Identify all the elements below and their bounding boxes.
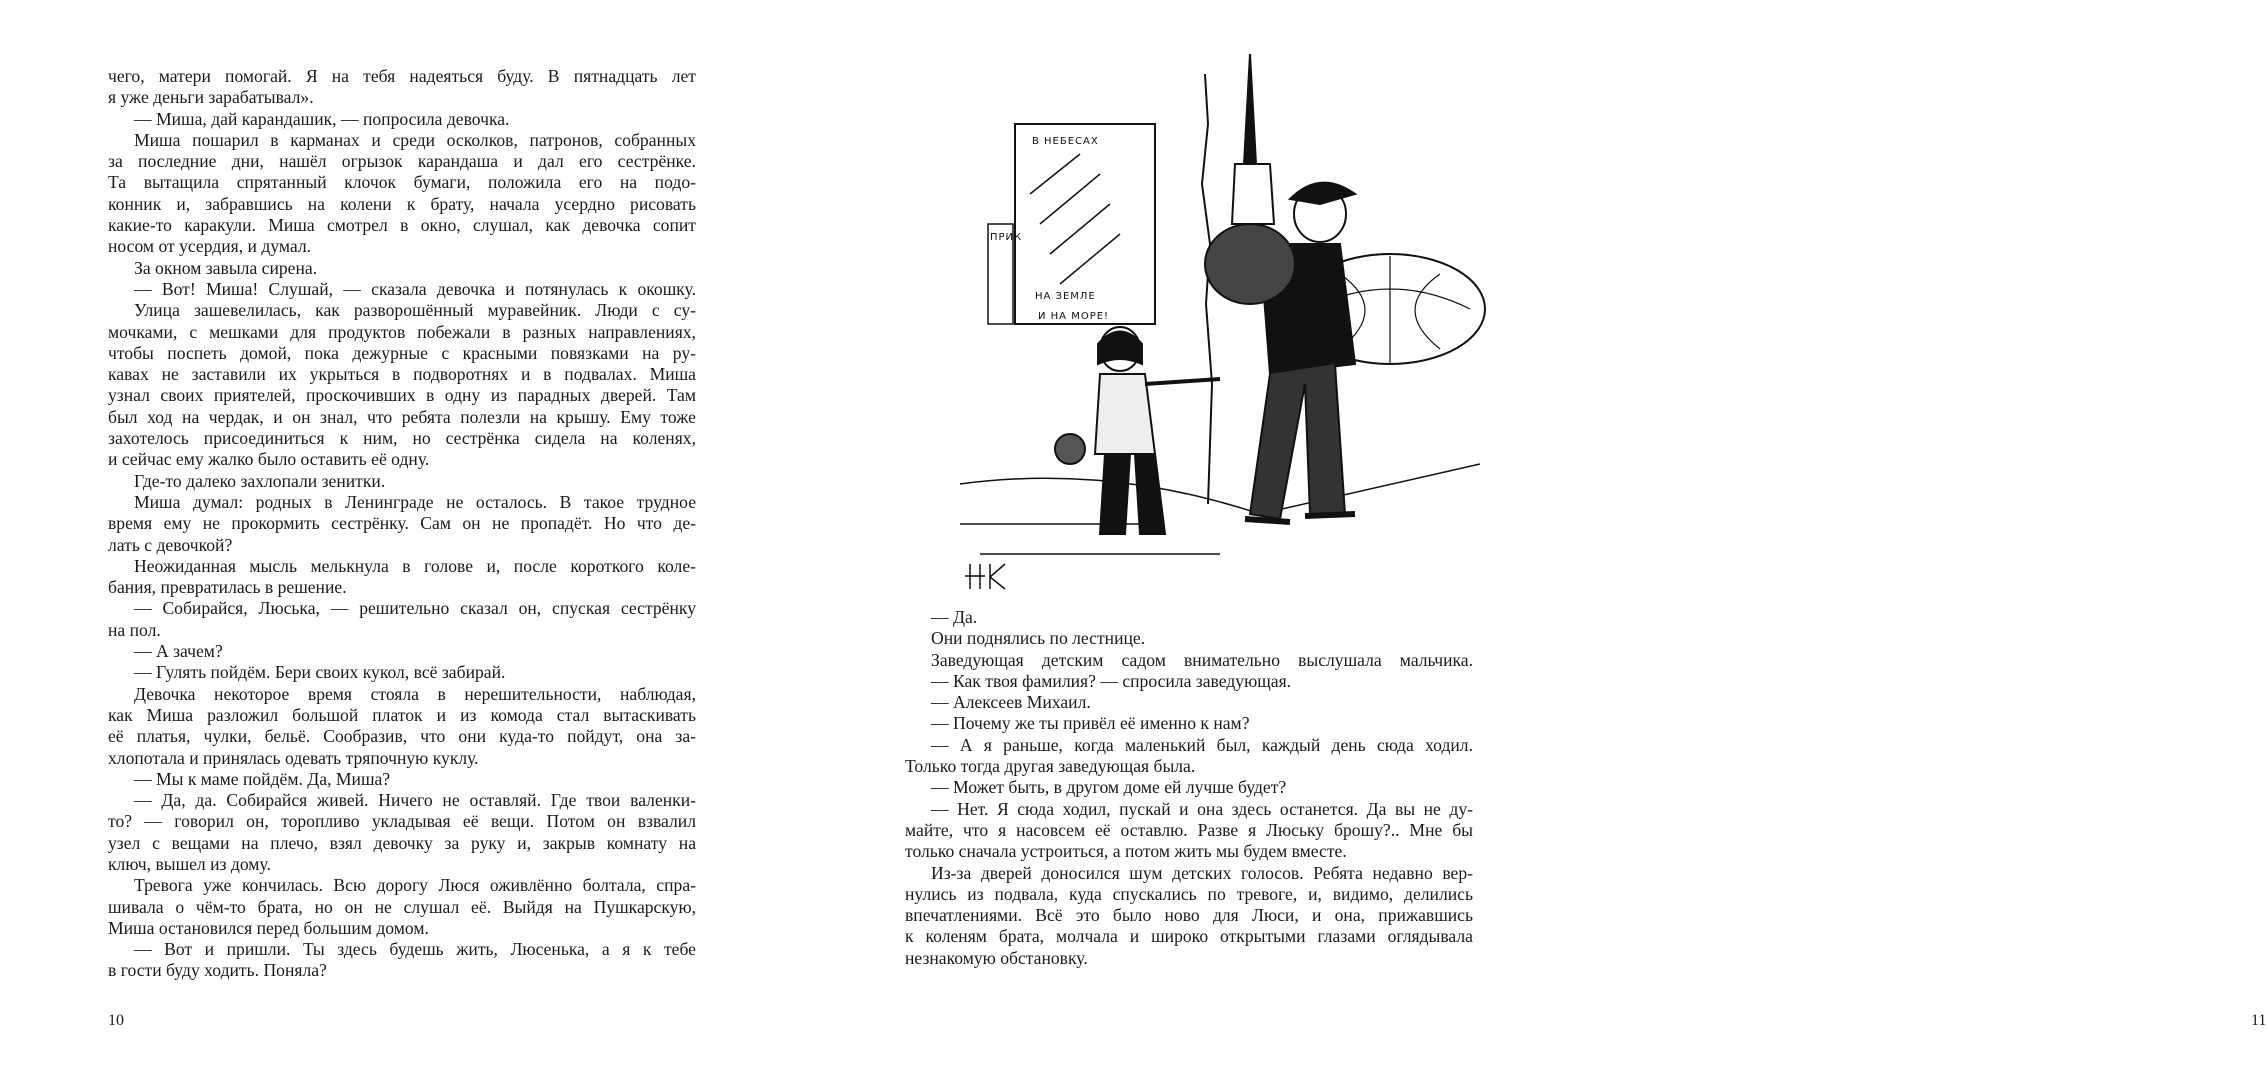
page-number-left: 10 xyxy=(108,1012,124,1029)
text-line: — Вот! Миша! Слушай, — сказала девочка и потянулась к окошку. xyxy=(134,278,696,299)
text-line: за последние дни, нашёл огрызок карандаша и дал его сестрёнке. xyxy=(108,151,696,172)
text-line: Где-то далеко захлопали зенитки. xyxy=(134,470,386,491)
text-line: — Гулять пойдём. Бери своих кукол, всё забирай. xyxy=(134,662,506,683)
text-line: — Собирайся, Люська, — решительно сказал он, спуская сестрёнку xyxy=(134,598,696,619)
text-line: Только тогда другая заведующая была. xyxy=(905,756,1196,777)
right-page-text xyxy=(905,607,1473,969)
artist-signature xyxy=(965,564,1005,589)
text-line: За окном завыла сирена. xyxy=(134,257,318,278)
text-line: только сначала устроиться, а потом жить мы будем вместе. xyxy=(905,841,1347,862)
cathedral-tower xyxy=(1232,164,1274,224)
doll xyxy=(1055,434,1085,464)
spire xyxy=(1244,54,1256,164)
text-line: узнал своих приятелей, проскочивших в одну из парадных дверей. Там xyxy=(108,385,696,406)
text-line: кавах не заставили их укрыться в подворотнях и в подвалах. Миша xyxy=(108,364,696,385)
text-line: я уже деньги зарабатывал». xyxy=(108,87,314,108)
text-line: — Алексеев Михаил. xyxy=(931,692,1091,713)
girl-figure xyxy=(1055,327,1220,534)
text-line: время ему не прокормить сестрёнку. Сам он не пропадёт. Но что де- xyxy=(108,513,696,534)
text-line: — Почему же ты привёл её именно к нам? xyxy=(931,713,1250,734)
text-line: — Как твоя фамилия? — спросила заведующая. xyxy=(931,670,1292,691)
page-number-right: 11 xyxy=(2251,1012,2266,1029)
boy-figure xyxy=(1205,183,1355,522)
text-line: незнакомую обстановку. xyxy=(905,947,1088,968)
text-line: нулись из подвала, куда спускались по тревоге, и, видимо, делились xyxy=(905,883,1473,904)
left-page-text xyxy=(108,66,696,982)
text-line: — Миша, дай карандашик, — попросила девочка. xyxy=(134,108,510,129)
text-line: Заведующая детским садом внимательно выслушала мальчика. xyxy=(931,649,1473,670)
text-line: был ход на чердак, и он знал, что ребята полезли на крышу. Ему тоже xyxy=(108,406,696,427)
text-line: конник и, забравшись на колени к брату, начала усердно рисовать xyxy=(108,193,696,214)
text-line: Та вытащила спрятанный клочок бумаги, положила его на подо- xyxy=(108,172,696,193)
left-page xyxy=(0,0,800,1083)
text-line: майте, что я насовсем её оставлю. Разве я Люську брошу?.. Мне бы xyxy=(905,819,1473,840)
text-line: Тревога уже кончилась. Всю дорогу Люся оживлённо болтала, спра- xyxy=(134,875,696,896)
text-line: шивала о чём-то брата, но он не слушал её. Выйдя на Пушкарскую, xyxy=(108,896,696,917)
poster-text-2: НА ЗЕМЛЕ xyxy=(1035,291,1096,302)
text-line: узел с вещами на плечо, взял девочку за руку и, закрыв комнату на xyxy=(108,832,696,853)
text-line: Неожиданная мысль мелькнула в голове и, после короткого коле- xyxy=(134,555,696,576)
text-line: и сейчас ему жалко было оставить её одну. xyxy=(108,449,430,470)
text-line: — Мы к маме пойдём. Да, Миша? xyxy=(134,768,391,789)
street xyxy=(960,464,1480,554)
text-line: Они поднялись по лестнице. xyxy=(931,628,1146,649)
text-line: — Вот и пришли. Ты здесь будешь жить, Люсенька, а я к тебе xyxy=(134,939,696,960)
text-line: к коленям брата, молчала и широко открытыми глазами оглядывала xyxy=(905,926,1473,947)
text-line: Девочка некоторое время стояла в нерешительности, наблюдая, xyxy=(134,683,696,704)
text-line: хлопотала и принялась одевать тряпочную куклу. xyxy=(108,747,479,768)
illustration xyxy=(960,44,1480,592)
text-line: в гости буду ходить. Поняла? xyxy=(108,960,327,981)
text-line: чтобы поспеть домой, пока дежурные с красными повязками на ру- xyxy=(108,342,696,363)
text-line: мочками, с мешками для продуктов побежали в разных направлениях, xyxy=(108,321,696,342)
text-line: — Может быть, в другом доме ей лучше будет? xyxy=(931,777,1287,798)
text-line: как Миша разложил большой платок и из комода стал вытаскивать xyxy=(108,704,696,725)
text-line: её платья, чулки, бельё. Сообразив, что они куда-то пойдут, она за- xyxy=(108,726,696,747)
text-line: захотелось присоединиться к ним, но сестрёнка сидела на коленях, xyxy=(108,428,696,449)
text-line: лать с девочкой? xyxy=(108,534,233,555)
text-line: то? — говорил он, торопливо укладывая её вещи. Потом он взвалил xyxy=(108,811,696,832)
text-line: — Да. xyxy=(931,607,978,627)
text-line: Из-за дверей доносился шум детских голосов. Ребята недавно вер- xyxy=(931,862,1473,883)
text-line: носом от усердия, и думал. xyxy=(108,236,312,257)
text-line: — А зачем? xyxy=(134,641,223,662)
text-line: — А я раньше, когда маленький был, каждый день сюда ходил. xyxy=(931,734,1473,755)
text-line: чего, матери помогай. Я на тебя надеяться буду. В пятнадцать лет xyxy=(108,66,696,86)
text-line: — Нет. Я сюда ходил, пускай и она здесь останется. Да вы не ду- xyxy=(931,798,1473,819)
side-notice-text: ПРИК xyxy=(990,232,1023,243)
text-line: ключ, вышел из дому. xyxy=(108,853,271,874)
text-line: Улица зашевелилась, как разворошённый муравейник. Люди с су- xyxy=(134,300,696,321)
text-line: Миша пошарил в карманах и среди осколков, патронов, собранных xyxy=(134,129,696,150)
text-line: какие-то каракули. Миша смотрел в окно, слушал, как девочка сопит xyxy=(108,215,696,236)
text-line: на пол. xyxy=(108,619,161,640)
poster-text-1: В НЕБЕСАХ xyxy=(1032,136,1099,147)
text-line: бания, превратилась в решение. xyxy=(108,577,347,598)
text-line: впечатлениями. Всё это было ново для Люси, и она, прижавшись xyxy=(905,905,1473,926)
text-line: Миша думал: родных в Ленинграде не осталось. В такое трудное xyxy=(134,491,696,512)
wall-edge xyxy=(1202,74,1212,504)
text-line: — Да, да. Собирайся живей. Ничего не оставляй. Где твои валенки- xyxy=(134,790,696,811)
text-line: Миша остановился перед большим домом. xyxy=(108,917,429,938)
poster-text-3: И НА МОРЕ! xyxy=(1038,311,1110,322)
